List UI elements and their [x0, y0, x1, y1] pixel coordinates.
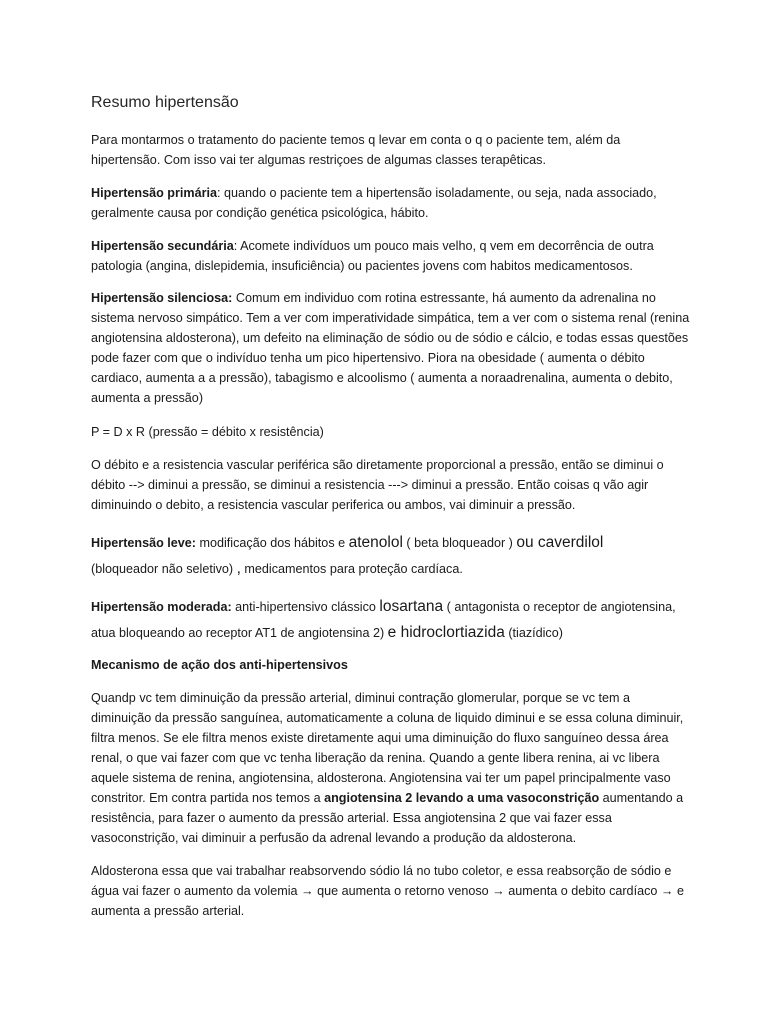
paragraph-text: medicamentos para proteção cardíaca.: [240, 562, 463, 576]
drug-losartan: losartana: [379, 598, 444, 615]
term-primary: Hipertensão primária: [91, 186, 217, 200]
paragraph-mild: [91, 530, 691, 582]
paragraph-text: (bloqueador não seletivo): [91, 562, 237, 576]
paragraph-comma: ,: [236, 560, 241, 577]
paragraph-mechanism: [91, 688, 691, 848]
term-mild: Hipertensão leve:: [91, 536, 196, 550]
heading-text: Mecanismo de ação dos anti-hipertensivos: [91, 658, 348, 672]
drug-hydrochlorothiazide: e hidroclortiazida: [387, 624, 505, 641]
section-heading-mechanism: [91, 655, 691, 675]
paragraph-moderate: [91, 594, 691, 646]
paragraph-output-resistance: O débito e a resistencia vascular periférica são diretamente proporcional a pressão, então se diminui o débito --> diminui a pressão, se diminui a resistencia ---> diminui a pressão. Então coisas q vão agir diminuindo o debito, a resistencia vascular periferica ou ambos, vai diminuir a pressão.: [91, 458, 664, 512]
term-secondary: Hipertensão secundária: [91, 239, 234, 253]
term-moderate: Hipertensão moderada:: [91, 600, 232, 614]
paragraph-intro: Para montarmos o tratamento do paciente temos q levar em conta o q o paciente tem, além da hipertensão. Com isso vai ter algumas restriçoes de algumas classes terapêticas.: [91, 133, 621, 167]
document-title: Resumo hipertensão: [91, 94, 239, 111]
paragraph-primary: [91, 183, 691, 223]
term-silent: Hipertensão silenciosa:: [91, 291, 233, 305]
emphasis-angiotensin: angiotensina 2 levando a uma vasoconstrição: [324, 791, 600, 805]
drug-atenolol: atenolol: [348, 534, 403, 551]
paragraph-text: Comum em individuo com rotina estressante, há aumento da adrenalina no sistema nervoso simpático. Tem a ver com imperatividade simpática, tem a ver com o sistema renal (renina angiotensina aldosterona), um defeito na eliminação de sódio ou de sódio e cálcio, e todas essas questões pode fazer com que o indivíduo tenha um pico hipertensivo. Piora na obesidade ( aumenta o débito cardiaco, aumenta a a pressão), tabagismo e alcoolismo ( aumenta a noraadrenalina, aumenta o debito, aumenta a pressão): [91, 291, 690, 405]
paragraph-text: modificação dos hábitos e: [196, 536, 349, 550]
paragraph-text: anti-hipertensivo clássico: [231, 600, 380, 614]
paragraph-text: ( beta bloqueador ): [402, 536, 517, 550]
paragraph-formula: P = D x R (pressão = débito x resistência): [91, 425, 324, 439]
paragraph-aldosterone: Aldosterona essa que vai trabalhar reabsorvendo sódio lá no tubo coletor, e essa reabsorção de sódio e água vai fazer o aumento da volemia → que aumenta o retorno venoso → aumenta o debito cardíaco → e aumenta a pressão arterial.: [91, 864, 684, 918]
paragraph-secondary: [91, 236, 691, 276]
paragraph-text: aumentando a resistência, para fazer o aumento da pressão arterial. Essa angiotensina 2 que vai fazer essa vasoconstrição, vai diminuir a perfusão da adrenal levando a produção da aldosterona.: [91, 791, 684, 845]
paragraph-text: ( antagonista o receptor de angiotensina, atua bloqueando ao receptor AT1 de angiotensina 2): [91, 600, 676, 640]
drug-carvedilol: ou caverdilol: [516, 534, 604, 551]
paragraph-text: (tiazídico): [504, 626, 563, 640]
paragraph-text: Quandp vc tem diminuição da pressão arterial, diminui contração glomerular, porque se vc tem a diminuição da pressão sanguínea, automaticamente a coluna de liquido diminui e se essa coluna diminuir, filtra menos. Se ele filtra menos existe diretamente aqui uma diminuição do fluxo sanguíneo dessa área renal, o que vai fazer com que vc tenha liberação da renina. Quando a gente libera renina, ai vc libera aquele sistema de renina, angiotensina, aldosterona. Angiotensina vai ter um papel principalmente vaso constritor. Em contra partida nos temos a: [91, 691, 684, 805]
paragraph-silent: [91, 288, 691, 408]
paragraph-text: : quando o paciente tem a hipertensão isoladamente, ou seja, nada associado, geralmente causa por condição genética psicológica, hábito.: [91, 186, 657, 220]
paragraph-text: : Acomete indivíduos um pouco mais velho, q vem em decorrência de outra patologia (angina, dislepidemia, insuficiência) ou pacientes jovens com habitos medicamentosos.: [91, 239, 654, 273]
